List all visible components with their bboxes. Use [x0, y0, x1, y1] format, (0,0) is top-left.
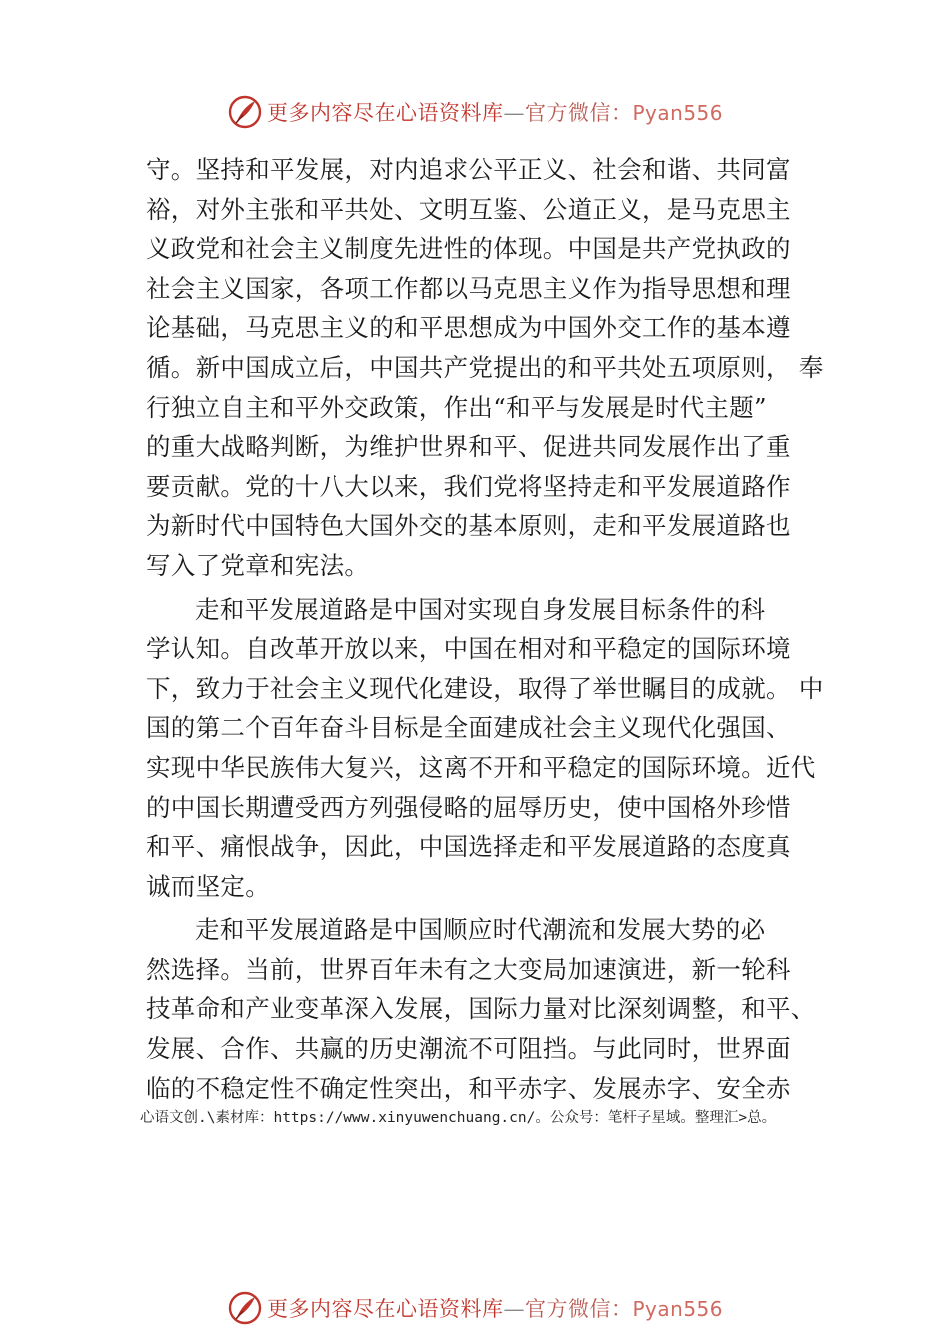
- paragraph: [146, 150, 826, 586]
- text-line: 技革命和产业变革深入发展，国际力量对比深刻调整，和平、: [146, 994, 816, 1024]
- text-line: 下，致力于社会主义现代化建设，取得了举世瞩目的成就。 中: [146, 673, 824, 703]
- text-line: 学认知。自改革开放以来，中国在相对和平稳定的国际环境: [146, 634, 791, 664]
- banner-prefix: 更多内容尽在心语资料库: [266, 101, 504, 125]
- text-line: 行独立自主和平外交政策，作出“和平与发展是时代主题”: [146, 392, 767, 422]
- article-body: [146, 150, 826, 1108]
- header-banner: [0, 92, 950, 132]
- feather-circle-logo-icon: [227, 1290, 263, 1326]
- text-line: 为新时代中国特色大国外交的基本原则，走和平发展道路也: [146, 511, 791, 541]
- source-note: 心语文创.\素材库：https://www.xinyuwenchuang.cn/。公众号：笔杆子星域。整理汇>总。: [140, 1110, 777, 1126]
- text-line: 临的不稳定性不确定性突出，和平赤字、发展赤字、安全赤: [146, 1073, 791, 1103]
- text-line: 然选择。当前，世界百年未有之大变局加速演进，新一轮科: [146, 954, 791, 984]
- text-line: 的重大战略判断，为维护世界和平、促进共同发展作出了重: [146, 432, 791, 462]
- text-line: 论基础，马克思主义的和平思想成为中国外交工作的基本遵: [146, 313, 791, 343]
- text-line: 写入了党章和宪法。: [146, 550, 370, 580]
- text-line: 要贡献。党的十八大以来，我们党将坚持走和平发展道路作: [146, 471, 791, 501]
- feather-circle-logo-icon: [227, 94, 263, 130]
- text-line: 走和平发展道路是中国顺应时代潮流和发展大势的必: [195, 915, 766, 945]
- banner-wechat-label: 官方微信：: [524, 1297, 633, 1321]
- text-line: 守。坚持和平发展，对内追求公平正义、社会和谐、共同富: [146, 155, 791, 184]
- banner-prefix: 更多内容尽在心语资料库: [266, 1297, 504, 1321]
- footer-banner: [0, 1288, 950, 1328]
- text-line: 的中国长期遭受西方列强侵略的屈辱历史，使中国格外珍惜: [146, 792, 791, 822]
- banner-dash: —: [503, 1297, 525, 1321]
- text-line: 实现中华民族伟大复兴，这离不开和平稳定的国际环境。近代: [146, 752, 816, 782]
- banner-wechat-handle: Pyan556: [632, 101, 723, 125]
- text-line: 循。新中国成立后，中国共产党提出的和平共处五项原则， 奉: [146, 352, 824, 382]
- banner-wechat-handle: Pyan556: [632, 1297, 723, 1321]
- banner-text: [267, 1293, 723, 1323]
- text-line: 发展、合作、共赢的历史潮流不可阻挡。与此同时，世界面: [146, 1034, 791, 1064]
- text-line: 诚而坚定。: [146, 871, 270, 901]
- text-line: 裕，对外主张和平共处、文明互鉴、公道正义，是马克思主: [146, 194, 791, 224]
- paragraph: [146, 910, 826, 1108]
- text-line: 社会主义国家，各项工作都以马克思主义作为指导思想和理: [146, 273, 791, 303]
- banner-text: [267, 97, 723, 127]
- banner-wechat-label: 官方微信：: [524, 101, 633, 125]
- text-line: 和平、痛恨战争，因此，中国选择走和平发展道路的态度真: [146, 832, 791, 862]
- text-line: 义政党和社会主义制度先进性的体现。中国是共产党执政的: [146, 234, 791, 264]
- paragraph: [146, 590, 826, 907]
- text-line: 走和平发展道路是中国对实现自身发展目标条件的科: [195, 594, 766, 624]
- text-line: 国的第二个百年奋斗目标是全面建成社会主义现代化强国、: [146, 713, 791, 743]
- banner-dash: —: [503, 101, 525, 125]
